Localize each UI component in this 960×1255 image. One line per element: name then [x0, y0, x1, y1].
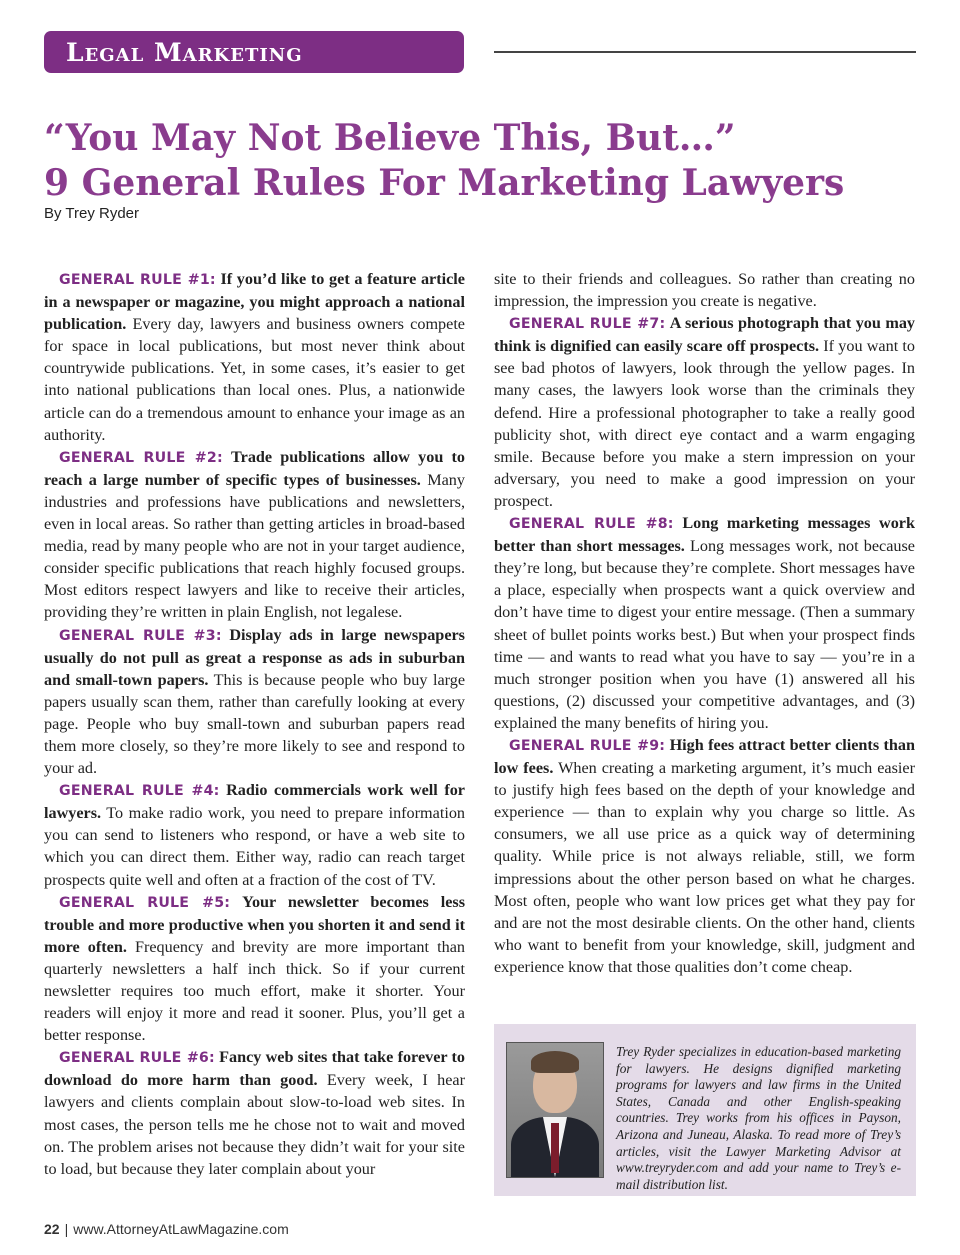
rule-4-heading: Radio commercials work well for lawyers.	[44, 781, 465, 823]
rule-9-heading: High fees attract better clients than low fees.	[494, 735, 915, 778]
footer-site-link[interactable]: www.AttorneyAtLawMagazine.com	[73, 1221, 289, 1237]
rule-1-label: GENERAL RULE #1:	[59, 272, 216, 288]
title-line-2: 9 General Rules For Marketing Lawyers	[44, 162, 845, 204]
left-column	[44, 268, 465, 1180]
rule-2-heading: Trade publications allow you to reach a large number of specific types of businesses.	[44, 447, 465, 489]
footer-separator: |	[64, 1221, 69, 1237]
rule-6-body: Every week, I hear lawyers and clients complain about slow-to-load web sites. In most cases, the person tells me he chose not to wait and moved on. The problem arises not because they didn’t wait for your site to load, but because they later complain about your	[44, 1071, 465, 1178]
rule-6-label: GENERAL RULE #6:	[59, 1050, 215, 1067]
rule-3-label: GENERAL RULE #3:	[59, 627, 222, 644]
rule-7-body: If you want to see bad photos of lawyers, look through the yellow pages. In many cases, the lawyers look worse than the criminals they defend. Hire a professional photographer to take a really good publicity shot, with direct eye contact and a warm engaging smile. Because before you make a stern impression on your adversary, you need to make a good impression on your prospect.	[494, 337, 915, 510]
rule-6-heading: Fancy web sites that take forever to download do more harm than good.	[44, 1048, 465, 1090]
rule-3-paragraph	[44, 624, 465, 780]
author-bio-box	[494, 1024, 916, 1196]
rule-6-continued: site to their friends and colleagues. So rather than creating no impression, the impression you create is negative.	[494, 270, 915, 311]
rule-2-body: Many industries and professions have publications and newsletters, even in local areas. So rather than getting articles in broad-based media, read by many people who are not in your target audience, consider specific publications that reach highly focused groups. Most editors respect lawyers and like to receive their articles, providing they’re written in plain English, not legalese.	[44, 470, 465, 622]
article-title	[44, 116, 924, 206]
rule-8-body: Long messages work, not because they’re long, but because they’re complete. Short messages have a place, especially when prospects want a quick overview and don’t have time to digest your entire message. (Then a summary sheet of bullet points works best.) But when your prospect finds time — and wants to read what you have to say — you’re in a much stronger position when you have (1) answered all his questions, (2) discussed your competitive advantages, and (3) explained the many benefits of hiring you.	[494, 537, 915, 732]
rule-1-paragraph	[44, 268, 465, 446]
rule-5-heading: Your newsletter becomes less trouble and more productive when you shorten it and send it more often.	[44, 892, 465, 956]
rule-5-paragraph	[44, 891, 465, 1047]
rule-1-body: Every day, lawyers and business owners compete for space in local publications, but most never think about countrywide publications. Yet, in some cases, it’s easier to get into national publications than local ones. Plus, a nationwide article can do a tremendous amount to enhance your image as an authority.	[44, 315, 465, 444]
rule-6-paragraph	[44, 1046, 465, 1180]
rule-5-label: GENERAL RULE #5:	[59, 894, 231, 911]
right-column	[494, 268, 915, 978]
header-divider	[494, 51, 916, 53]
rule-4-label: GENERAL RULE #4:	[59, 783, 220, 800]
rule-8-paragraph	[494, 512, 915, 734]
rule-1-heading: If you’d like to get a feature article in a newspaper or magazine, you might approach a national publication.	[44, 270, 465, 334]
byline: By Trey Ryder	[44, 205, 140, 222]
rule-7-heading: A serious photograph that you may think is dignified can easily scare off prospects.	[494, 314, 916, 356]
rule-5-body: Frequency and brevity are more important than quarterly newsletters a half inch thick. So if your current newsletter requires too much effort, make it shorter. Your readers will enjoy it more and read it sooner. Plus, you’ll get a better response.	[44, 937, 465, 1045]
section-banner: Legal Marketing	[44, 31, 464, 73]
author-bio-text: Trey Ryder specializes in education-based marketing for lawyers. He designs dignified marketing programs for lawyers and law firms in the United States, Canada and other English-speaking countries. Trey works from his offices in Payson, Arizona and Juneau, Alaska. To read more of Trey’s articles, visit the Lawyer Marketing Advisor at www.treyryder.com and add your name to Trey’s e-mail distribution list.	[616, 1044, 901, 1192]
rule-9-label: GENERAL RULE #9:	[509, 737, 666, 754]
author-photo	[506, 1042, 604, 1178]
rule-3-heading: Display ads in large newspapers usually do not pull as great a response as ads in suburban and small-town papers.	[44, 625, 465, 689]
title-line-1: “You May Not Believe This, But…”	[44, 117, 736, 159]
rule-2-label: GENERAL RULE #2:	[59, 449, 223, 466]
rule-9-body: When creating a marketing argument, it’s much easier to justify high fees based on the depth of your knowledge and experience — than to explain why you charge so little. As consumers, we all use price as a quick way of determining quality. While price is not always reliable, still, we form impressions about the other person based on what he charges. Most often, people who want low prices get what they pay for and are not the most desirable clients. On the other hand, clients who want to benefit from your knowledge, skill, judgment and experience know that those qualities don’t come cheap.	[494, 759, 915, 976]
page-footer	[44, 1221, 289, 1237]
rule-3-body: This is because people who buy large papers usually scan them, rather than carefully looking at every page. People who buy small-town and suburban papers read them more closely, so they’re more likely to see and respond to your ad.	[44, 670, 466, 778]
rule-4-paragraph	[44, 779, 465, 890]
rule-4-body: To make radio work, you need to prepare information you can send to listeners who respond, or have a web site to which you can direct them. Either way, radio can reach target prospects quite well and often at a fraction of the cost of TV.	[44, 804, 466, 889]
rule-7-label: GENERAL RULE #7:	[509, 316, 666, 333]
rule-2-paragraph	[44, 446, 465, 624]
rule-9-paragraph	[494, 734, 915, 978]
rule-7-paragraph	[494, 312, 915, 512]
page-number: 22	[44, 1221, 60, 1237]
rule-8-label: GENERAL RULE #8:	[509, 516, 674, 533]
rule-8-heading: Long marketing messages work better than short messages.	[494, 514, 915, 556]
